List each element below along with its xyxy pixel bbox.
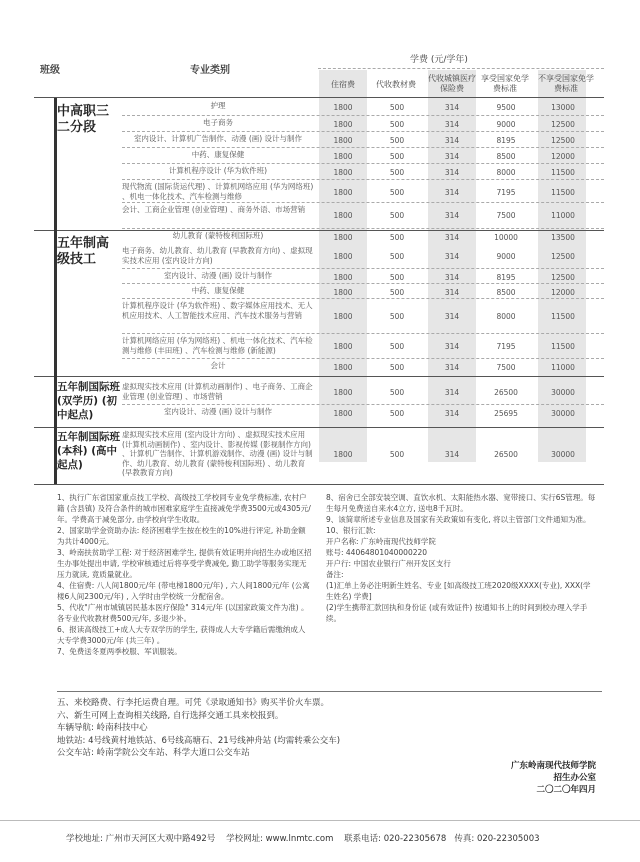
note-item: 1、执行广东省国家重点技工学校、高级技工学校同专业免学费标准, 农村户籍 (含县镇) 及符合条件的城市困难家庭学生直接减免学费3500元或4305元/年。学费高于减免部分, 由学校向学生收取。 [57,493,311,524]
fee-header-textbook: 代收教材费 [376,80,416,89]
note-item: (2)学生携带汇款回执和身份证 (或有效证件) 按通知书上的时间到校办理入学手续。 [326,603,588,623]
fee-value: 11500 [551,312,575,321]
major-name: 电子商务、幼儿教育、幼儿教育 (早教教育方向) 、虚拟现实技术应用 (室内设计方向) [122,246,313,265]
fee-value: 314 [444,273,460,282]
info-line: 地铁站: 4号线黄村地铁站、6号线高塘石、21号线神舟站 (均需转乘公交车) [57,735,341,746]
fee-table-row [122,361,606,375]
fee-value: 1800 [333,233,353,242]
fee-table-row [122,205,606,227]
fee-value: 1800 [333,409,353,418]
major-name: 中药、康复保健 [191,150,245,159]
fee-table-row [122,150,606,164]
travel-info [57,697,477,760]
row-divider [122,404,604,405]
fee-value: 314 [444,288,460,297]
fee-value: 500 [389,152,405,161]
fee-value: 11000 [551,211,575,220]
note-item: 10、银行汇款: [326,526,376,535]
fee-header-insurance: 代收城镇医疗保险费 [428,74,476,93]
major-name: 室内设计、计算机广告制作、动漫 (画) 设计与制作 [133,134,303,143]
fee-value: 7500 [496,211,516,220]
fee-value: 30000 [551,388,575,397]
note-item: 8、宿舍已全部安装空调、直饮水机、太阳能热水器、宽带接口、实行6S管理。每生每月免费送自来水4立方, 送电8千瓦时。 [326,493,596,513]
fee-value: 1800 [333,450,353,459]
fee-table-row [122,407,606,421]
notes-left [57,492,312,657]
fee-value: 500 [389,120,405,129]
fee-value: 1800 [333,288,353,297]
info-line: 五、来校路费、行李托运费自理。可凭《录取通知书》购买半价火车票。 [57,698,330,708]
bank-branch: 开户行: 中国农业银行广州开发区支行 [326,559,451,568]
fee-value: 314 [444,252,460,261]
major-name: 中药、康复保健 [191,286,245,295]
fee-value: 7195 [496,188,516,197]
fee-value: 12500 [551,136,575,145]
fee-value: 1800 [333,363,353,372]
row-divider [122,283,604,284]
fee-table-row [122,118,606,132]
fee-value: 1800 [333,273,353,282]
signature-school: 广东岭南现代技师学院 [510,761,596,771]
note-item: 6、报读高级技工+成人大专双学历的学生, 获得成人大专学籍后需缴纳成人大专学费3000元/年 (共三年) 。 [57,625,306,645]
group-title-five-year-senior: 五年制高级技工 [57,236,110,267]
note-item: (1)汇单上务必注明新生姓名、专业 [如高级技工班2020级XXXX(专业), XXX(学生姓名) 学费] [326,581,591,601]
fee-value: 8195 [496,273,516,282]
row-divider [122,147,604,148]
major-name: 室内设计、动漫 (画) 设计与制作 [163,407,273,416]
fee-value: 8195 [496,136,516,145]
info-line: 六、新生可网上查询相关线路, 自行选择交通工具来校报到。 [57,710,284,721]
fee-value: 1800 [333,388,353,397]
major-name: 室内设计、动漫 (画) 设计与制作 [163,271,273,280]
note-item: 9、该简章所述专业信息及国家有关政策如有变化, 将以主管部门文件通知为准。 [326,515,591,524]
fee-table-row [122,231,606,245]
major-name: 幼儿教育 (蒙特梭利国际班) [172,231,264,240]
major-name: 现代物流 (国际货运代理) 、计算机网络应用 (华为网络班) 、机电一体化技术、汽车检测与维修 [122,182,314,201]
notes-right [326,492,596,624]
fee-value: 1800 [333,152,353,161]
fee-value: 12500 [551,273,575,282]
info-line: 公交车站: 岭南学院公交车站、科学大道口公交车站 [57,748,250,758]
fee-value: 12500 [551,252,575,261]
fee-value: 314 [444,168,460,177]
fee-table-row [122,134,606,148]
fee-value: 500 [389,388,405,397]
bank-account-name: 开户名称: 广东岭南现代技师学院 [326,537,436,546]
fee-value: 1800 [333,211,353,220]
major-name: 电子商务 [203,118,233,127]
fee-value: 500 [389,288,405,297]
row-divider [122,358,604,359]
signature-office: 招生办公室 [553,773,596,783]
fee-value: 12000 [551,152,575,161]
fee-value: 7195 [496,342,516,351]
fee-value: 500 [389,409,405,418]
fee-value: 1800 [333,312,353,321]
fee-value: 12500 [551,120,575,129]
fee-header-accommodation: 住宿费 [331,80,355,89]
fee-header-no-free-standard: 不享受国家免学费标准 [538,74,594,93]
fee-group-header: 学费 (元/学年) [410,55,468,65]
fee-value: 1800 [333,136,353,145]
fee-value: 8500 [496,152,516,161]
fee-table-row [122,430,606,480]
note-item: 备注: [326,570,344,579]
row-divider [122,228,604,229]
fee-value: 11500 [551,188,575,197]
row-divider [122,131,604,132]
footer-address: 学校地址: 广州市天河区大观中路492号 [66,834,216,844]
fee-value: 500 [389,103,405,112]
fee-value: 11000 [551,363,575,372]
row-divider [122,179,604,180]
major-name: 虚拟现实技术应用 (室内设计方向) 、虚拟现实技术应用 (计算机动画制作) 、室内设计、影视传媒 (影视制作方向) 、计算机广告制作、计算机游戏制作、动漫 (画) 设计与制作、幼儿教育、幼儿教育 (蒙特梭利国际班) 、幼儿教育 (早教教育方向) [122,430,313,477]
fee-table-row [122,336,606,358]
row-divider [122,298,604,299]
fee-value: 500 [389,342,405,351]
major-name: 计算机网络应用 (华为网络班) 、机电一体化技术、汽车检测与维修 (丰田班) 、汽车检测与维修 (新能源) [122,336,313,355]
bank-account-number: 账号: 44064801040000220 [326,548,428,557]
fee-value: 314 [444,103,460,112]
fee-value: 30000 [551,450,575,459]
fee-value: 1800 [333,342,353,351]
fee-value: 30000 [551,409,575,418]
fee-table-row [122,182,606,204]
class-column-header: 班级 [40,65,60,76]
footer-fax: 传真: 020-22305003 [454,834,540,844]
fee-value: 1800 [333,252,353,261]
note-item: 3、岭南扶贫助学工程: 对于经济困难学生, 提供有效证明并向招生办或地区招生办事处提出申请, 学校审核通过后将享受学费减免, 勤工助学等服务实现无压力就读, 竟质量就业。 [57,548,312,579]
fee-value: 314 [444,450,460,459]
fee-value: 500 [389,273,405,282]
fee-value: 7500 [496,363,516,372]
fee-value: 500 [389,450,405,459]
fee-value: 500 [389,168,405,177]
fee-value: 314 [444,120,460,129]
fee-value: 10000 [494,233,518,242]
fee-value: 13500 [551,233,575,242]
fee-value: 8000 [496,312,516,321]
footer-website: 学校网址: www.lnmtc.com [226,834,334,844]
major-name: 虚拟现实技术应用 (计算机动画制作) 、电子商务、工商企业管理 (创业管理) 、市场营销 [122,382,313,401]
fee-value: 8500 [496,288,516,297]
fee-value: 9500 [496,103,516,112]
group-title-intl-dual: 五年制国际班 (双学历) (初中起点) [57,381,120,421]
note-item: 7、免费送冬夏两季校服、军训服装。 [57,647,182,656]
fee-table-row [122,382,606,404]
fee-value: 500 [389,363,405,372]
fee-table-row [122,101,606,115]
signature-date: 二〇二〇年四月 [536,785,596,795]
footer-phone: 联系电话: 020-22305678 [344,834,447,844]
fee-value: 8000 [496,168,516,177]
major-name: 计算机程序设计 (华为软件班) 、数字媒体应用技术、无人机应用技术、人工智能技术应用、汽车技术服务与营销 [122,301,313,320]
fee-value: 1800 [333,120,353,129]
fee-value: 1800 [333,103,353,112]
fee-table-row [122,166,606,180]
fee-value: 314 [444,233,460,242]
fee-table-row [122,246,606,268]
fee-value: 314 [444,152,460,161]
fee-value: 314 [444,211,460,220]
major-name: 计算机程序设计 (华为软件班) [168,166,268,175]
fee-value: 314 [444,363,460,372]
note-item: 2、国家助学金资助办法: 经济困难学生按在校生的10%进行评定, 补助金额为共计4000元。 [57,526,306,546]
fee-value: 26500 [494,450,518,459]
major-name: 护理 [210,101,226,110]
fee-value: 12000 [551,288,575,297]
fee-value: 314 [444,136,460,145]
fee-value: 9000 [496,252,516,261]
fee-value: 13000 [551,103,575,112]
major-name: 会计、工商企业管理 (创业管理) 、商务外语、市场营销 [122,205,306,214]
fee-value: 9000 [496,120,516,129]
group-title-3-2: 中高职三二分段 [57,104,110,135]
fee-value: 314 [444,342,460,351]
major-column-header: 专业类别 [190,65,230,76]
info-line: 车辆导航: 岭南科技中心 [57,723,148,733]
row-divider [122,115,604,116]
note-item: 4、住宿费: 八人间1800元/年 (带电梯1800元/年) , 六人间1800元/年 (公寓楼6人间2300元/年) , 入学时由学校统一分配宿舍。 [57,581,310,601]
fee-value: 11500 [551,342,575,351]
fee-value: 500 [389,136,405,145]
fee-value: 500 [389,252,405,261]
row-divider [122,333,604,334]
major-name: 会计 [210,361,226,370]
note-item: 5、代收"广州市城镇居民基本医疗保险" 314元/年 (以国家政策文件为准) 。各专业代收教材费500元/年, 多退少补。 [57,603,309,623]
fee-value: 1800 [333,188,353,197]
fee-header-free-standard: 享受国家免学费标准 [481,74,529,93]
fee-table-row [122,301,606,333]
fee-value: 500 [389,233,405,242]
group-title-intl-bachelor: 五年制国际班 (本科) (高中起点) [57,431,120,471]
row-divider [122,268,604,269]
fee-value: 11500 [551,168,575,177]
fee-value: 500 [389,312,405,321]
fee-value: 314 [444,388,460,397]
fee-value: 314 [444,312,460,321]
row-divider [122,163,604,164]
row-divider [122,202,604,203]
footer [66,832,586,844]
fee-value: 500 [389,188,405,197]
fee-value: 1800 [333,168,353,177]
fee-value: 314 [444,409,460,418]
fee-value: 500 [389,211,405,220]
fee-value: 26500 [494,388,518,397]
fee-value: 314 [444,188,460,197]
signature-block [420,760,596,796]
fee-value: 25695 [494,409,518,418]
